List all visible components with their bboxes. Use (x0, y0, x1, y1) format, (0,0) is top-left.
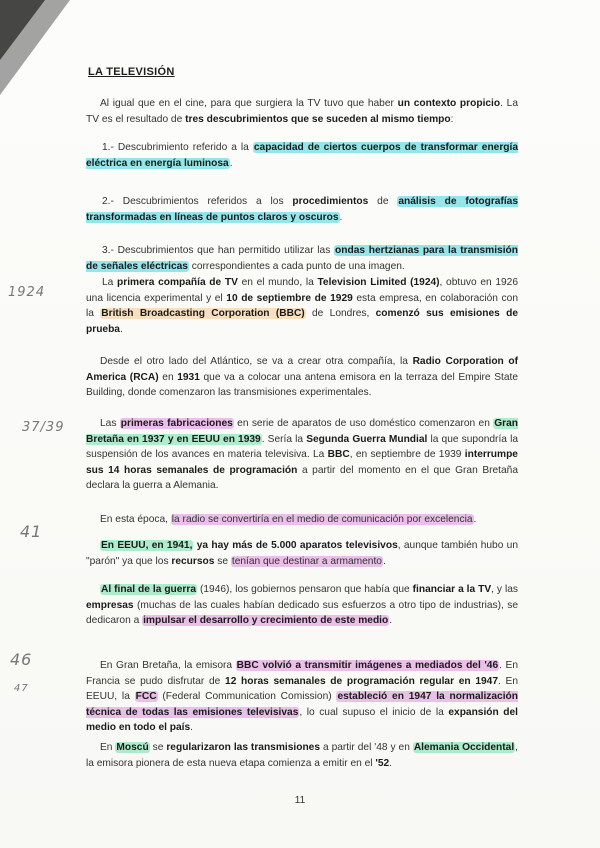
text-segment: FCC (135, 691, 157, 702)
text-segment: En Gran Bretaña, la emisora (100, 660, 236, 671)
paragraph-rca (86, 354, 518, 401)
text-segment: (1946), los gobiernos pensaron que había que (197, 584, 413, 595)
text-segment: Desde el otro lado del Atlántico, se va a crear otra compañía, la (100, 356, 413, 367)
text-segment: 1.- Descubrimiento referido a la (102, 142, 253, 153)
text-segment: un contexto propicio (397, 98, 501, 109)
text-segment: Al final de la guerra (101, 584, 197, 595)
page-corner-fold (0, 0, 45, 60)
text-segment: , lo cual supuso el inicio de la (299, 706, 449, 718)
text-segment: expansión del medio en todo el país (86, 706, 518, 733)
text-segment: . En EEUU, la (86, 675, 519, 702)
text-segment: . En Francia se pudo disfrutar de (86, 660, 519, 687)
text-segment: , la emisora pionera de esta nueva etapa comienza a emitir en el (86, 742, 519, 769)
text-segment: primeras fabricaciones (120, 418, 233, 429)
text-segment: la radio se convertiría en el medio de comunicación por excelencia (171, 514, 473, 525)
text-segment: . (389, 615, 393, 626)
text-segment: . (339, 211, 343, 223)
paragraph-discovery-3 (86, 243, 518, 274)
text-segment: 10 de septiembre de 1929 (226, 292, 353, 304)
text-segment: en (158, 371, 178, 383)
text-segment: Television Limited (1924) (317, 277, 440, 288)
text-segment: que va a colocar una antena emisora en la terraza del Empire State Building, donde comenzaron las transmisiones experimentales. (86, 371, 518, 398)
text-segment: . (389, 757, 392, 769)
text-segment: En (100, 742, 116, 753)
margin-note-47: 47 (14, 683, 29, 694)
text-segment: '52 (375, 757, 390, 769)
paragraph-first-manufacturing (86, 416, 518, 494)
paragraph-radio-era (86, 512, 518, 528)
text-segment: primera compañía de TV (117, 277, 238, 288)
text-segment: British Broadcasting Corporation (BBC) (101, 308, 305, 319)
text-segment: capacidad de ciertos cuerpos de transformar energía eléctrica en energía luminosa (86, 142, 519, 169)
text-segment: En EEUU, en 1941, (101, 540, 193, 551)
margin-note-37-39: 37/39 (22, 420, 65, 435)
text-segment: regularizaron las transmisiones (166, 742, 321, 753)
text-segment: tres descubrimientos que se suceden al mismo tiempo (185, 113, 451, 125)
paragraph-discovery-2 (86, 194, 518, 225)
text-segment: la que supondría la suspensión de los avances en materia televisiva. La (86, 433, 518, 460)
text-segment: , y las (491, 584, 519, 595)
text-segment: , obtuvo en 1926 una licencia experimental y el (86, 277, 518, 304)
text-segment: en el mundo, la (237, 277, 318, 288)
text-segment: Gran Bretaña en 1937 y en EEUU en 1939 (86, 418, 518, 445)
text-segment: en serie de aparatos de uso doméstico comenzaron en (233, 418, 494, 429)
text-segment: se (149, 742, 167, 753)
page-number: 11 (294, 795, 306, 806)
text-segment: . (473, 514, 477, 525)
text-segment: a partir del '48 y en (320, 742, 413, 753)
text-segment: impulsar el desarrollo y crecimiento de este medio (143, 615, 389, 626)
paragraph-eeuu-1941 (86, 538, 518, 569)
text-segment: . (190, 722, 193, 733)
text-segment: , aunque también hubo un "parón" ya que los (86, 540, 518, 567)
text-segment: ya hay más de 5.000 aparatos televisivos (196, 540, 398, 551)
margin-note-46: 46 (10, 650, 33, 669)
text-segment: (Federal Communication Comission) (157, 691, 337, 702)
text-segment: se (214, 555, 231, 567)
text-segment: comenzó sus emisiones de prueba (86, 308, 518, 335)
text-segment: 3.- Descubrimientos que han permitido utilizar las (102, 245, 335, 256)
text-segment: Las (100, 418, 120, 429)
margin-note-41: 41 (20, 522, 43, 541)
text-segment: a partir del momento en el que Gran Bretaña declara la guerra a Alemania. (86, 464, 518, 491)
text-segment: Al igual que en el cine, para que surgiera la TV tuvo que haber (100, 98, 398, 109)
text-segment: BBC volvió a transmitir imágenes a mediados del '46 (236, 660, 499, 671)
text-segment: 1931 (177, 371, 200, 383)
text-segment: Segunda Guerra Mundial (306, 433, 428, 445)
text-segment: correspondientes a cada punto de una imagen. (188, 260, 405, 272)
text-segment: tenían que destinar a armamento (231, 555, 382, 567)
paragraph-end-of-war (86, 582, 518, 629)
page-title: LA TELEVISIÓN (88, 66, 175, 78)
paragraph-intro (86, 96, 518, 127)
text-segment: ondas hertzianas para la transmisión de señales eléctricas (86, 245, 518, 272)
text-segment: . (119, 323, 123, 335)
text-segment: financiar a la TV (412, 584, 492, 595)
text-segment: de (368, 196, 398, 207)
paragraph-postwar-broadcast (86, 658, 518, 736)
text-segment: Moscú (116, 742, 149, 753)
text-segment: empresas (86, 599, 134, 611)
margin-note-1924: 1924 (8, 285, 46, 300)
text-segment: 12 horas semanales de programación regular en 1947 (225, 675, 499, 687)
text-segment: En esta época, (100, 514, 171, 525)
text-segment: Alemania Occidental (413, 742, 515, 753)
text-segment: . Sería la (261, 433, 307, 445)
text-segment: esta empresa, en colaboración con la (86, 292, 518, 319)
text-segment: (muchas de las cuales habían dedicado sus esfuerzos a otro tipo de industrias), se dedicaron a (86, 599, 518, 626)
paragraph-discovery-1 (86, 140, 518, 171)
text-segment: BBC (327, 449, 350, 460)
text-segment: interrumpe sus 14 horas semanales de programación (86, 449, 518, 476)
text-segment: análisis de fotografías transformadas en líneas de puntos claros y oscuros (86, 196, 518, 223)
text-segment: . (229, 157, 233, 169)
text-segment: 2.- Descubrimientos referidos a los (102, 196, 293, 207)
paragraph-television-limited (86, 275, 518, 337)
text-segment: Radio Corporation of America (RCA) (86, 356, 518, 383)
text-segment: estableció en 1947 la normalización técnica de todas las emisiones televisivas (86, 691, 518, 718)
text-segment: . (382, 555, 386, 567)
paragraph-moscow-germany (86, 740, 518, 771)
text-segment: recursos (171, 555, 215, 567)
text-segment: procedimientos (292, 196, 369, 207)
text-segment: . La TV es el resultado de (86, 98, 518, 125)
text-segment: La (102, 277, 118, 288)
text-segment: , en septiembre de 1939 (349, 449, 465, 460)
text-segment: : (450, 113, 454, 125)
text-segment: de Londres, (305, 308, 376, 319)
